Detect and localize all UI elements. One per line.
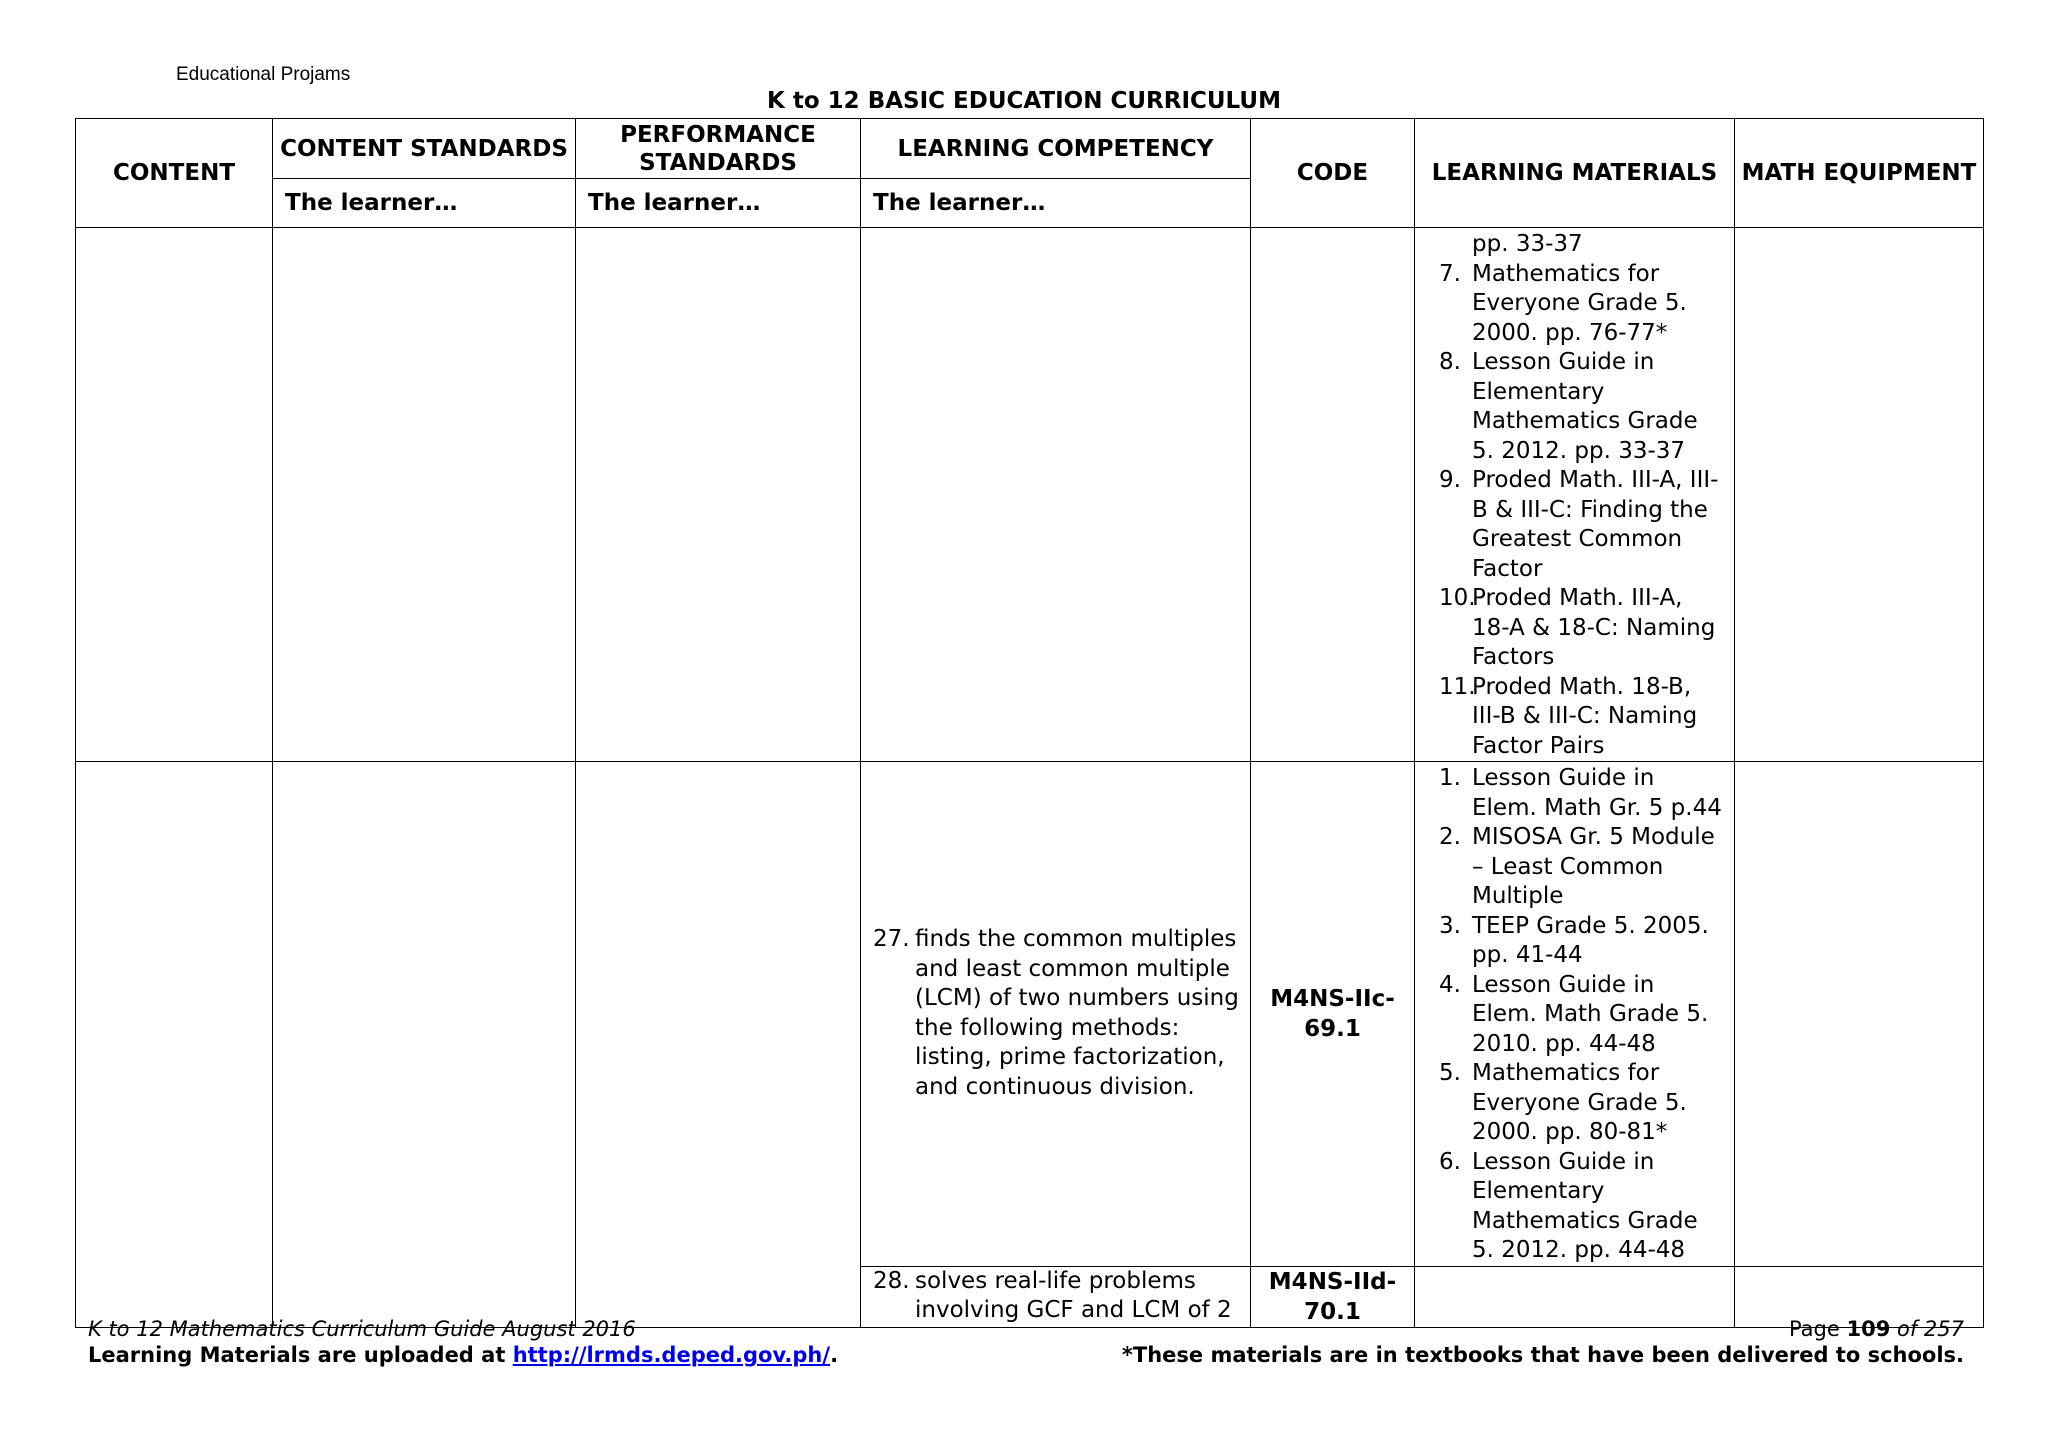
list-item: 6. Lesson Guide in Elementary Mathematics Grade 5. 2012. pp. 44-48 [1439, 1148, 1698, 1263]
materials-list [1439, 764, 1722, 1266]
footer-left [88, 1316, 838, 1368]
list-item: 4. Lesson Guide in Elem. Math Grade 5. 2010. pp. 44-48 [1439, 971, 1709, 1057]
learning-competency-cell [861, 762, 1251, 1267]
competency-code: M4NS-IId-70.1 [1268, 1268, 1397, 1325]
lrmds-link[interactable]: http://lrmds.deped.gov.ph/ [512, 1343, 831, 1367]
header-performance-standards: PERFORMANCE STANDARDS [576, 119, 861, 179]
watermark-text: Educational Projams [176, 64, 351, 85]
competency-code: M4NS-IIc-69.1 [1270, 985, 1395, 1042]
curriculum-table [75, 118, 1984, 1328]
learning-materials-cell [1415, 228, 1735, 762]
math-equipment-cell [1735, 762, 1984, 1267]
footer-textbook-note: *These materials are in textbooks that have been delivered to schools. [1121, 1343, 1964, 1367]
page-title: K to 12 BASIC EDUCATION CURRICULUM [767, 88, 1281, 114]
content-standards-cell [273, 228, 576, 762]
learner-label-content-standards: The learner… [273, 179, 576, 228]
footer-guide-title: K to 12 Mathematics Curriculum Guide August 2016 [88, 1317, 636, 1341]
list-item: 11. Proded Math. 18-B, III-B & III-C: Naming Factor Pairs [1439, 673, 1698, 759]
list-item: 1. Lesson Guide in Elem. Math Gr. 5 p.44 [1439, 765, 1722, 821]
competency-item: 27. finds the common multiples and least common multiple (LCM) of two numbers using the following methods: listing, prime factorization, and continuous division. [873, 926, 1239, 1100]
list-item: 8. Lesson Guide in Elementary Mathematics Grade 5. 2012. pp. 33-37 [1439, 349, 1698, 464]
code-cell [1251, 228, 1415, 762]
learning-competency-cell [861, 228, 1251, 762]
list-item: 9. Proded Math. III-A, III-B & III-C: Finding the Greatest Common Factor [1439, 467, 1719, 582]
footer-upload-note: Learning Materials are uploaded at http://lrmds.deped.gov.ph/. [88, 1343, 839, 1367]
list-item: 7. Mathematics for Everyone Grade 5. 2000. pp. 76-77* [1439, 260, 1687, 346]
list-item: 2. MISOSA Gr. 5 Module – Least Common Multiple [1439, 824, 1715, 909]
performance-standards-cell [576, 762, 861, 1328]
header-content: CONTENT [76, 119, 273, 228]
math-equipment-cell [1735, 228, 1984, 762]
materials-continuation: pp. 33-37 [1472, 231, 1583, 257]
code-cell [1251, 762, 1415, 1267]
list-item: 10. Proded Math. III-A, 18-A & 18-C: Naming Factors [1439, 585, 1716, 670]
learning-materials-cell [1415, 762, 1735, 1267]
header-learning-competency: LEARNING COMPETENCY [861, 119, 1251, 179]
page-number: Page 109 of 257 [1788, 1317, 1964, 1341]
materials-list [1439, 260, 1722, 762]
competency-item: 28. solves real-life problems involving GCF and LCM of 2 [873, 1267, 1232, 1323]
content-standards-cell [273, 762, 576, 1328]
learner-label-performance-standards: The learner… [576, 179, 861, 228]
content-cell [76, 228, 273, 762]
header-math-equipment: MATH EQUIPMENT [1735, 119, 1984, 228]
footer-right [1122, 1316, 1964, 1368]
header-code: CODE [1251, 119, 1415, 228]
header-content-standards: CONTENT STANDARDS [273, 119, 576, 179]
list-item: 3. TEEP Grade 5. 2005. pp. 41-44 [1439, 912, 1709, 968]
header-learning-materials: LEARNING MATERIALS [1415, 119, 1735, 228]
list-item: 5. Mathematics for Everyone Grade 5. 2000. pp. 80-81* [1439, 1060, 1687, 1145]
table-row [76, 762, 1984, 1267]
content-cell [76, 762, 273, 1328]
performance-standards-cell [576, 228, 861, 762]
table-row [76, 228, 1984, 762]
learner-label-learning-competency: The learner… [861, 179, 1251, 228]
